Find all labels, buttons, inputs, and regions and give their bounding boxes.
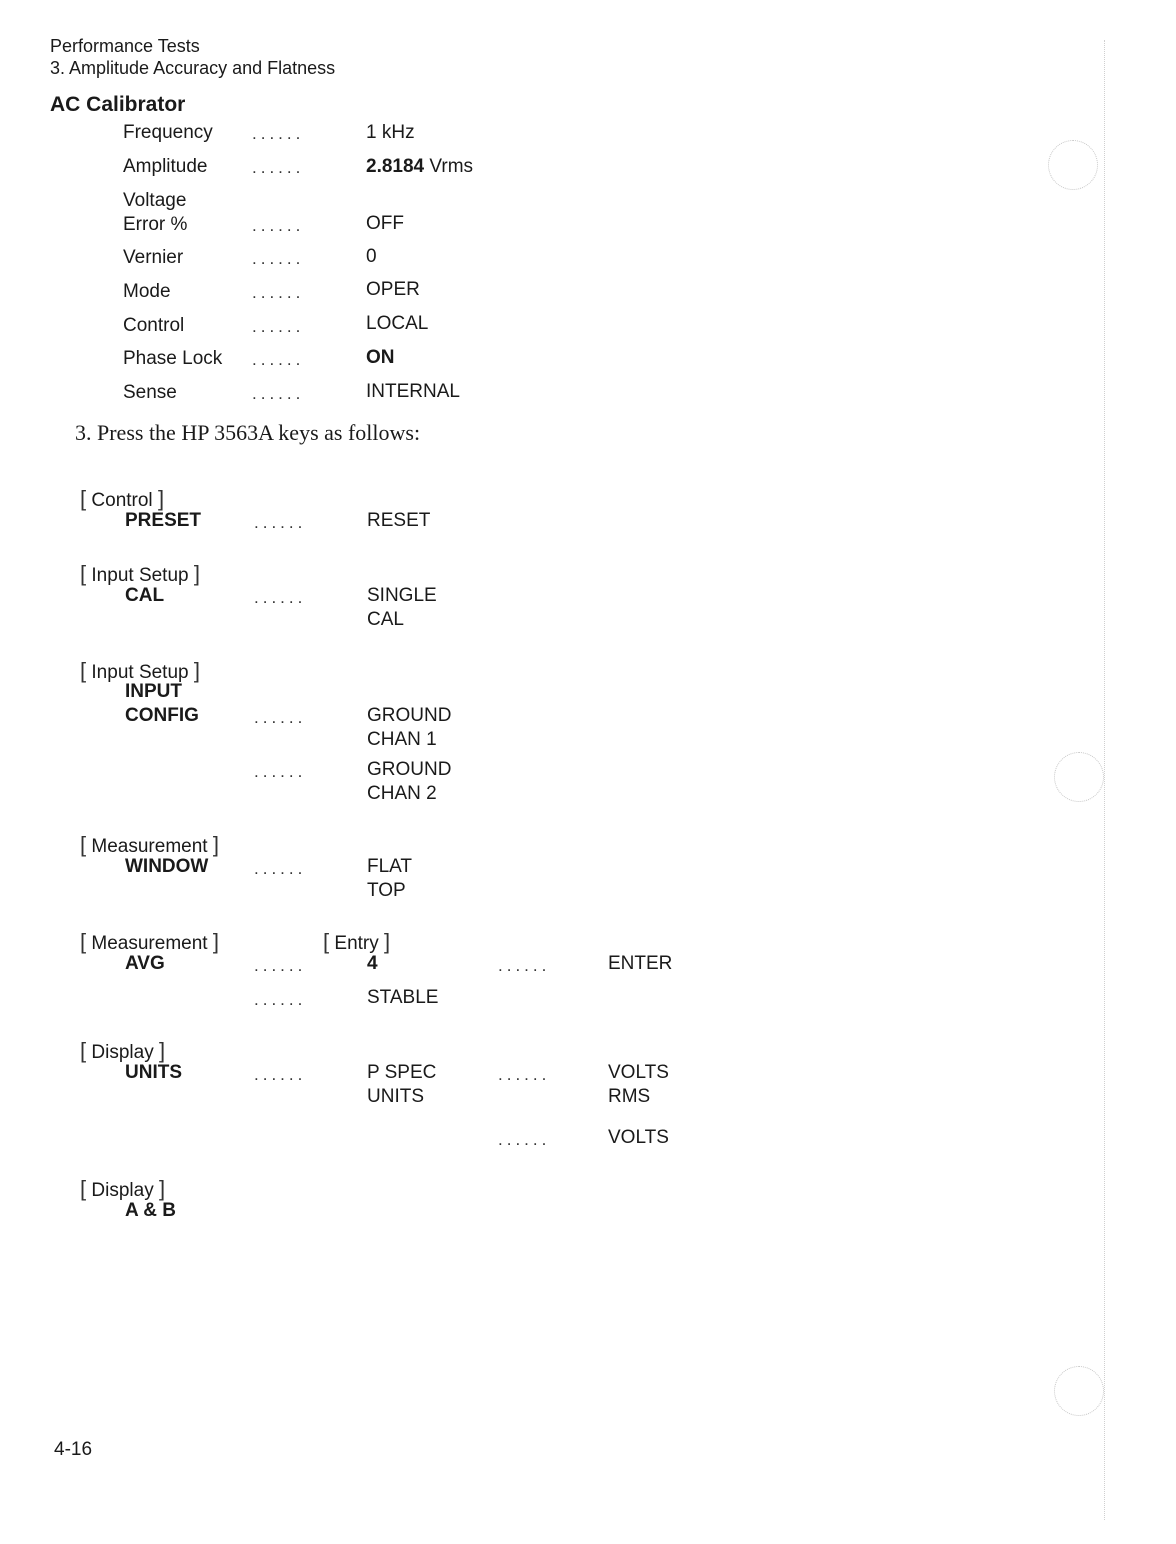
leader-dots: ...... [254, 990, 307, 1009]
close-bracket: ] [193, 561, 201, 586]
leader-dots: ...... [498, 1065, 551, 1084]
page-edge-mark [1104, 40, 1105, 1520]
binder-hole-icon [1054, 752, 1104, 802]
key-config: CONFIG [125, 705, 199, 726]
menu-measurement [80, 929, 219, 955]
control-label: Control [123, 315, 185, 336]
key-units: UNITS [125, 1062, 182, 1083]
softkey-volts: VOLTS [608, 1127, 669, 1148]
leader-dots: ...... [254, 956, 307, 975]
open-bracket: [ [80, 929, 87, 954]
menu-display [80, 1176, 165, 1202]
menu-label: Input Setup [91, 662, 189, 683]
amplitude-number: 2.8184 [366, 156, 425, 177]
leader-dots: ...... [252, 124, 305, 143]
softkey-p-spec-units-2: UNITS [367, 1086, 424, 1107]
menu-label: Input Setup [91, 565, 189, 586]
leader-dots: ...... [254, 762, 307, 781]
menu-label: Control [91, 490, 153, 511]
close-bracket: ] [384, 929, 391, 954]
menu-input-setup [80, 561, 200, 587]
close-bracket: ] [212, 832, 219, 857]
menu-display [80, 1038, 165, 1064]
leader-dots: ...... [498, 1130, 551, 1149]
leader-dots: ...... [254, 708, 307, 727]
menu-entry [323, 929, 390, 955]
binder-hole-icon [1054, 1366, 1104, 1416]
amplitude-value [366, 156, 473, 178]
leader-dots: ...... [252, 384, 305, 403]
softkey-ground-chan2-1: GROUND [367, 759, 452, 780]
leader-dots: ...... [252, 158, 305, 177]
close-bracket: ] [212, 929, 219, 954]
softkey-flat-top-2: TOP [367, 880, 406, 901]
leader-dots: ...... [252, 216, 305, 235]
key-cal: CAL [125, 585, 165, 606]
softkey-single-1: SINGLE [367, 585, 437, 606]
softkey-enter: ENTER [608, 953, 673, 974]
softkey-ground-chan1-1: GROUND [367, 705, 452, 726]
menu-label: Entry [334, 933, 379, 954]
menu-label: Measurement [91, 933, 208, 954]
vernier-label: Vernier [123, 247, 184, 268]
frequency-label: Frequency [123, 122, 213, 143]
open-bracket: [ [80, 1038, 87, 1063]
softkey-ground-chan2-2: CHAN 2 [367, 783, 437, 804]
leader-dots: ...... [498, 956, 551, 975]
section-title: AC Calibrator [50, 93, 186, 116]
key-input: INPUT [125, 681, 182, 702]
running-subheader: 3. Amplitude Accuracy and Flatness [50, 58, 336, 78]
leader-dots: ...... [252, 249, 305, 268]
key-avg: AVG [125, 953, 165, 974]
softkey-stable: STABLE [367, 987, 439, 1008]
close-bracket: ] [159, 1176, 166, 1201]
mode-value: OPER [366, 279, 420, 300]
leader-dots: ...... [254, 859, 307, 878]
voltage-error-label-2: Error % [123, 214, 188, 235]
key-window: WINDOW [125, 856, 209, 877]
leader-dots: ...... [254, 1065, 307, 1084]
step-instruction: 3. Press the HP 3563A keys as follows: [75, 420, 421, 445]
voltage-error-value: OFF [366, 213, 404, 234]
page-number: 4-16 [54, 1439, 93, 1460]
binder-hole-icon [1048, 140, 1098, 190]
voltage-error-label-1: Voltage [123, 190, 187, 211]
running-header: Performance Tests [50, 36, 200, 56]
key-preset: PRESET [125, 510, 202, 531]
menu-measurement [80, 832, 219, 858]
close-bracket: ] [193, 658, 201, 683]
leader-dots: ...... [254, 588, 307, 607]
open-bracket: [ [80, 658, 87, 683]
open-bracket: [ [80, 561, 87, 586]
softkey-single-2: CAL [367, 609, 404, 630]
phase-lock-label: Phase Lock [123, 348, 223, 369]
amplitude-unit: Vrms [429, 156, 474, 177]
amplitude-label: Amplitude [123, 156, 208, 177]
softkey-volts-rms-2: RMS [608, 1086, 651, 1107]
frequency-value: 1 kHz [366, 122, 415, 143]
close-bracket: ] [159, 1038, 166, 1063]
entry-value-4: 4 [367, 953, 378, 974]
open-bracket: [ [80, 1176, 87, 1201]
leader-dots: ...... [252, 350, 305, 369]
softkey-reset: RESET [367, 510, 431, 531]
softkey-ground-chan1-2: CHAN 1 [367, 729, 437, 750]
phase-lock-value: ON [366, 347, 395, 368]
open-bracket: [ [80, 486, 87, 511]
vernier-value: 0 [366, 246, 377, 267]
open-bracket: [ [80, 832, 87, 857]
leader-dots: ...... [252, 283, 305, 302]
menu-label: Measurement [91, 836, 208, 857]
sense-label: Sense [123, 382, 177, 403]
menu-control [80, 486, 164, 512]
leader-dots: ...... [254, 513, 307, 532]
sense-value: INTERNAL [366, 381, 460, 402]
control-value: LOCAL [366, 313, 429, 334]
softkey-volts-rms-1: VOLTS [608, 1062, 669, 1083]
menu-label: Display [91, 1180, 154, 1201]
softkey-flat-top-1: FLAT [367, 856, 413, 877]
open-bracket: [ [323, 929, 330, 954]
mode-label: Mode [123, 281, 171, 302]
key-a-and-b: A & B [125, 1200, 177, 1221]
leader-dots: ...... [252, 317, 305, 336]
menu-label: Display [91, 1042, 154, 1063]
close-bracket: ] [157, 486, 165, 511]
softkey-p-spec-units-1: P SPEC [367, 1062, 437, 1083]
